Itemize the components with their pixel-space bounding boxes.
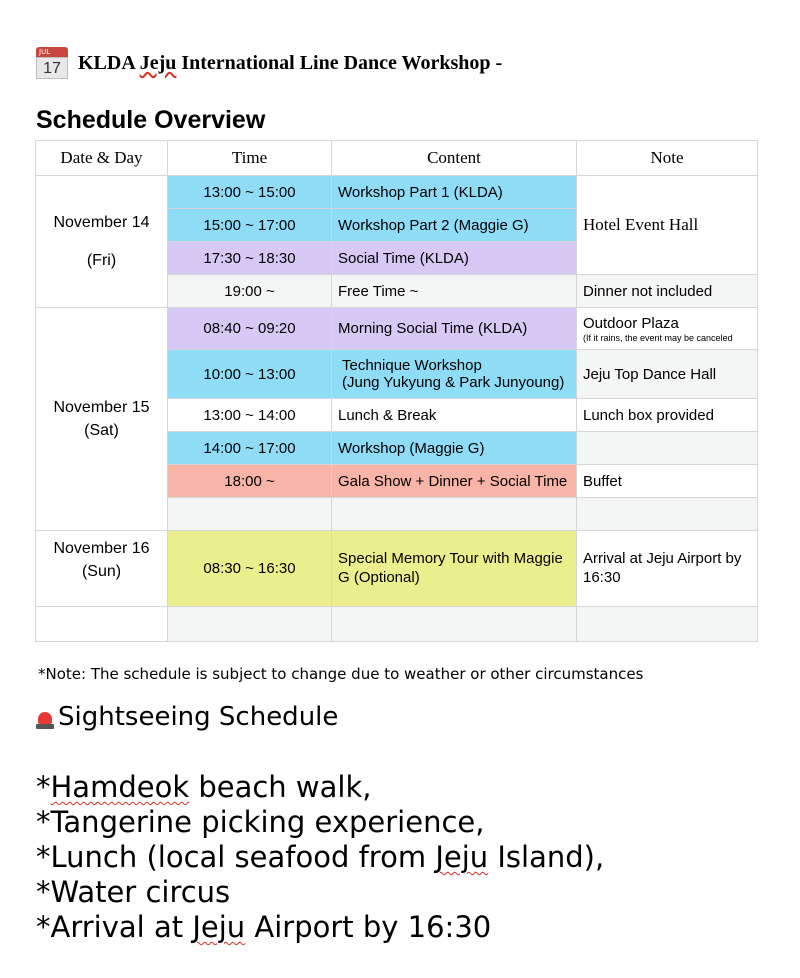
list-item-text: *Lunch (local seafood from	[36, 840, 436, 874]
schedule-table	[35, 140, 758, 642]
sightseeing-heading-text: Sightseeing Schedule	[58, 702, 339, 732]
day-label: (Fri)	[86, 251, 117, 269]
table-row	[36, 531, 758, 607]
list-item-misspelled-word: Hamdeok	[50, 770, 190, 804]
day-label: (Sun)	[81, 563, 122, 581]
table-header-row	[36, 141, 758, 176]
table-row	[36, 176, 758, 209]
content-cell: Special Memory Tour with Maggie G (Optional)	[332, 531, 577, 607]
content-cell: Workshop (Maggie G)	[332, 432, 577, 465]
date-cell-nov15	[36, 308, 168, 531]
column-header-note: Note	[577, 141, 758, 176]
column-header-time: Time	[168, 141, 332, 176]
note-small-text: (If it rains, the event may be canceled	[583, 332, 733, 343]
date-cell-nov16	[36, 531, 168, 607]
empty-cell	[168, 498, 332, 531]
content-cell: Lunch & Break	[332, 399, 577, 432]
note-cell: Arrival at Jeju Airport by 16:30	[577, 531, 758, 607]
calendar-day: 17	[36, 57, 68, 79]
empty-cell	[577, 607, 758, 642]
list-item-misspelled-word: Jeju	[435, 840, 489, 874]
list-item-text: *Water circus	[36, 875, 231, 909]
content-line: (Jung Yukyung & Park Junyoung)	[342, 374, 565, 391]
time-cell: 08:40 ~ 09:20	[168, 308, 332, 350]
title-suffix: International Line Dance Workshop -	[176, 51, 503, 74]
schedule-overview-heading: Schedule Overview	[36, 106, 266, 134]
time-cell: 15:00 ~ 17:00	[168, 209, 332, 242]
time-cell: 13:00 ~ 14:00	[168, 399, 332, 432]
content-cell: Morning Social Time (KLDA)	[332, 308, 577, 350]
calendar-month: JUL	[36, 47, 68, 57]
column-header-content: Content	[332, 141, 577, 176]
schedule-footnote: *Note: The schedule is subject to change due to weather or other circumstances	[38, 665, 644, 683]
note-cell: Buffet	[577, 465, 758, 498]
sightseeing-heading	[36, 702, 338, 732]
list-item-text: *Tangerine picking experience,	[36, 805, 485, 839]
content-cell: Workshop Part 2 (Maggie G)	[332, 209, 577, 242]
date-label: November 15	[53, 398, 150, 416]
content-cell: Workshop Part 1 (KLDA)	[332, 176, 577, 209]
column-header-date: Date & Day	[36, 141, 168, 176]
date-label: November 14	[53, 214, 150, 232]
empty-cell	[332, 607, 577, 642]
time-cell: 13:00 ~ 15:00	[168, 176, 332, 209]
list-item-text: beach walk,	[189, 770, 372, 804]
time-cell: 19:00 ~	[168, 275, 332, 308]
list-item	[36, 805, 604, 840]
time-cell: 14:00 ~ 17:00	[168, 432, 332, 465]
list-item	[36, 840, 604, 875]
list-item-text: Island),	[488, 840, 605, 874]
list-item	[36, 875, 604, 910]
empty-cell	[36, 607, 168, 642]
content-cell	[332, 350, 577, 399]
empty-cell	[168, 607, 332, 642]
time-cell: 17:30 ~ 18:30	[168, 242, 332, 275]
date-cell-nov14	[36, 176, 168, 308]
list-item-text: Airport by 16:30	[245, 910, 492, 944]
note-cell: Jeju Top Dance Hall	[577, 350, 758, 399]
title-prefix: KLDA	[78, 51, 140, 74]
time-cell: 10:00 ~ 13:00	[168, 350, 332, 399]
empty-cell	[577, 498, 758, 531]
table-row	[36, 308, 758, 350]
calendar-icon	[36, 47, 68, 79]
note-text: Outdoor Plaza	[583, 314, 679, 332]
note-cell: Dinner not included	[577, 275, 758, 308]
time-cell: 08:30 ~ 16:30	[168, 531, 332, 607]
content-cell: Gala Show + Dinner + Social Time	[332, 465, 577, 498]
sightseeing-list	[36, 770, 604, 945]
empty-cell	[332, 498, 577, 531]
table-row-empty	[36, 607, 758, 642]
note-cell	[577, 432, 758, 465]
day-label: (Sat)	[84, 422, 119, 439]
note-cell-venue: Hotel Event Hall	[577, 176, 758, 275]
note-cell: Lunch box provided	[577, 399, 758, 432]
time-cell: 18:00 ~	[168, 465, 332, 498]
date-label: November 16	[53, 540, 150, 557]
list-item-text: *	[36, 770, 51, 804]
content-cell: Free Time ~	[332, 275, 577, 308]
list-item	[36, 910, 604, 945]
list-item	[36, 770, 604, 805]
list-item-misspelled-word: Jeju	[192, 910, 246, 944]
siren-icon	[36, 710, 54, 730]
content-cell: Social Time (KLDA)	[332, 242, 577, 275]
document-title	[78, 52, 502, 75]
content-line: Technique Workshop	[342, 357, 482, 374]
document-title-row	[36, 46, 502, 80]
note-cell	[577, 308, 758, 350]
list-item-text: *Arrival at	[36, 910, 193, 944]
title-misspelled-word: Jeju	[139, 51, 177, 74]
